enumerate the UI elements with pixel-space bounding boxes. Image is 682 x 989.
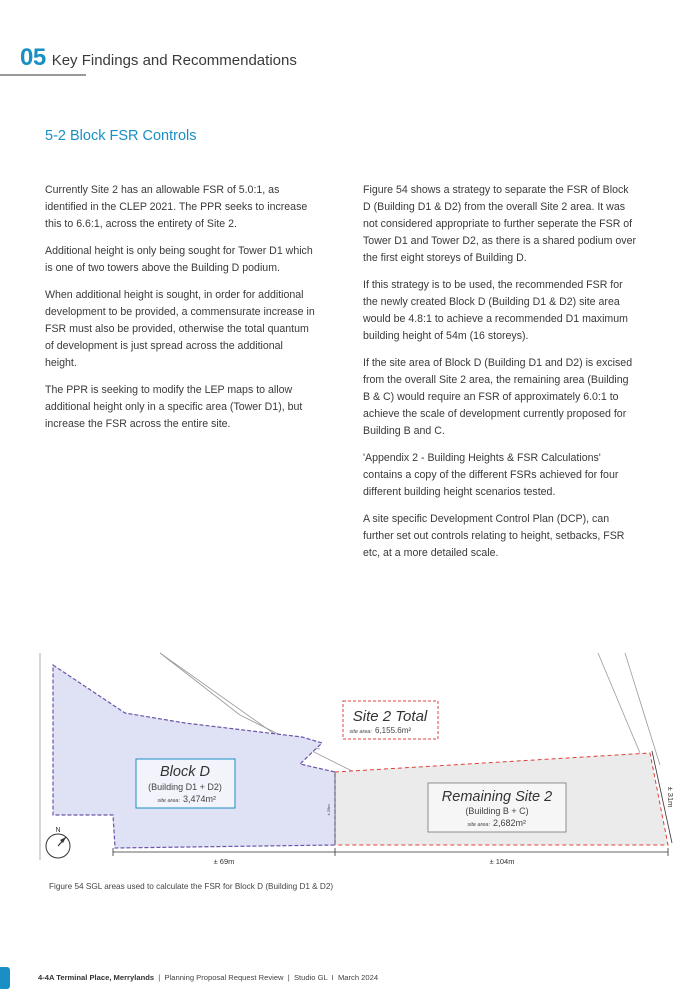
site-total-area-label: site area: xyxy=(349,729,372,735)
right-column xyxy=(363,182,638,572)
site-total-title: Site 2 Total xyxy=(352,708,428,725)
footer-address: 4-4A Terminal Place, Merrylands xyxy=(38,973,155,982)
chapter-heading xyxy=(20,44,297,72)
footer-meta: | Planning Proposal Request Review | Studio GL I March 2024 xyxy=(154,973,379,982)
paragraph: 'Appendix 2 - Building Heights & FSR Calculations' contains a copy of the different FSRs achieved for four different building height scenarios tested. xyxy=(363,452,619,498)
remaining-subtitle: (Building B + C) xyxy=(465,806,529,816)
paragraph: Additional height is only being sought for Tower D1 which is one of two towers above the Building D podium. xyxy=(45,245,313,274)
chapter-number: 05 xyxy=(20,44,46,71)
paragraph: Figure 54 shows a strategy to separate the FSR of Block D (Building D1 & D2) from the overall Site 2 area. It was not considered appropriate to further seperate the FSR of Tower D1 and Tower D2, as there is a shared podium over the first eight storeys of Building D. xyxy=(363,184,637,264)
block-d-area-value: 3,474m² xyxy=(183,794,217,804)
left-column xyxy=(45,182,317,443)
block-d-subtitle: (Building D1 + D2) xyxy=(148,782,222,792)
section-title: 5-2 Block FSR Controls xyxy=(45,128,197,144)
footer xyxy=(38,973,378,982)
paragraph: If this strategy is to be used, the recommended FSR for the newly created Block D (Building D1 & D2) site area would be 4.8:1 to achieve a recommended D1 maximum building height of 54m (16 storeys). xyxy=(363,279,628,342)
block-d-area xyxy=(53,665,335,848)
chapter-title: Key Findings and Recommendations xyxy=(51,52,297,69)
north-label: N xyxy=(55,827,61,834)
dim-right-label: ± 104m xyxy=(489,857,515,866)
dim-left-label: ± 69m xyxy=(213,857,235,866)
paragraph: If the site area of Block D (Building D1 and D2) is excised from the overall Site 2 area, the remaining area (Building B & C) would require an FSR of approximately 6.0:1 to achieve the scale of development currently proposed for Building B and C. xyxy=(363,357,633,437)
paragraph: Currently Site 2 has an allowable FSR of 5.0:1, as identified in the CLEP 2021. The PPR seeks to increase this to 6.6:1, across the entirety of Site 2. xyxy=(45,184,308,230)
chapter-rule xyxy=(0,74,86,76)
dim-mid-label: ± 25m xyxy=(326,804,331,816)
north-arrow-icon xyxy=(46,834,70,858)
site-total-area-value: 6,155.6m² xyxy=(375,726,412,735)
block-d-area-label: site area: xyxy=(157,798,180,804)
remaining-title: Remaining Site 2 xyxy=(441,789,553,805)
paragraph: A site specific Development Control Plan (DCP), can further set out controls relating to height, setbacks, FSR etc, at a more detailed scale. xyxy=(363,513,625,559)
figure-caption: Figure 54 SGL areas used to calculate the FSR for Block D (Building D1 & D2) xyxy=(49,882,334,891)
site-plan-diagram xyxy=(0,645,682,870)
remaining-area-value: 2,682m² xyxy=(493,818,527,828)
paragraph: The PPR is seeking to modify the LEP maps to allow additional height only in a specific area (Tower D1), but increase the FSR across the entire site. xyxy=(45,384,303,430)
remaining-area-label: site area: xyxy=(467,822,490,828)
dim-side-label: ± 31m xyxy=(666,786,675,808)
paragraph: When additional height is sought, in order for additional development to be provided, a commensurate increase in FSR must also be provided, otherwise the total quantum of development is just spread across the additional height. xyxy=(45,289,315,369)
block-d-title: Block D xyxy=(160,764,210,780)
page-tab xyxy=(0,967,10,989)
